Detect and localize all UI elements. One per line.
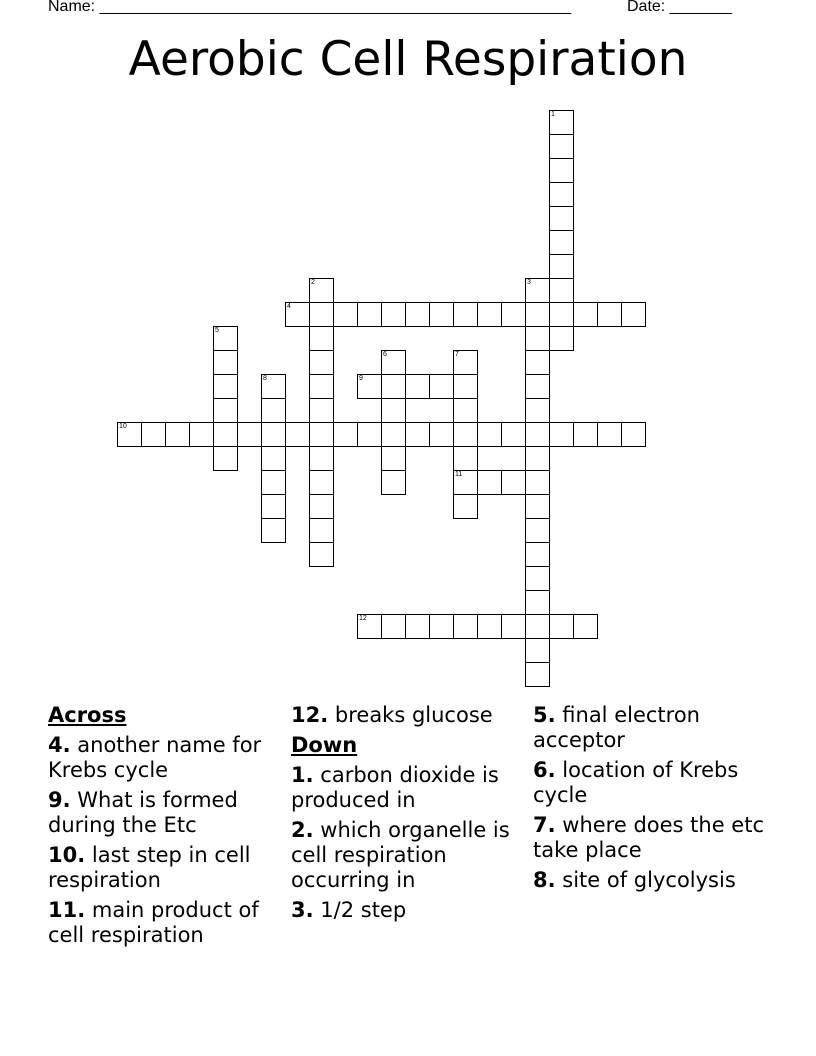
crossword-cell[interactable] [549, 422, 574, 447]
crossword-cell[interactable] [309, 422, 334, 447]
crossword-cell[interactable] [117, 422, 142, 447]
crossword-cell[interactable] [525, 638, 550, 663]
crossword-cell[interactable] [357, 374, 382, 399]
crossword-cell[interactable] [309, 374, 334, 399]
crossword-cell[interactable] [381, 422, 406, 447]
crossword-cell[interactable] [525, 398, 550, 423]
crossword-cell[interactable] [501, 614, 526, 639]
crossword-cell[interactable] [213, 446, 238, 471]
crossword-cell[interactable] [621, 302, 646, 327]
crossword-cell[interactable] [549, 134, 574, 159]
crossword-cell[interactable] [357, 422, 382, 447]
clue-number: 12. [291, 703, 329, 727]
crossword-cell[interactable] [525, 374, 550, 399]
date-field: Date: _______ [627, 0, 732, 15]
clue-column-2 [291, 703, 526, 928]
across-heading: Across [48, 703, 127, 727]
crossword-cell[interactable] [501, 470, 526, 495]
cell-number: 3 [527, 279, 531, 286]
crossword-cell[interactable] [597, 302, 622, 327]
clue-number: 9. [48, 788, 71, 812]
clue-number: 1. [291, 763, 314, 787]
crossword-cell[interactable] [405, 422, 430, 447]
crossword-cell[interactable] [261, 494, 286, 519]
cell-number: 7 [455, 351, 459, 358]
crossword-cell[interactable] [381, 614, 406, 639]
cell-number: 2 [311, 279, 315, 286]
crossword-cell[interactable] [429, 422, 454, 447]
clue-column-1 [48, 703, 283, 953]
cell-number: 12 [359, 615, 367, 622]
cell-number: 9 [359, 375, 363, 382]
crossword-cell[interactable] [309, 326, 334, 351]
cell-number: 5 [215, 327, 219, 334]
clue-down-3 [291, 898, 526, 923]
crossword-cell[interactable] [549, 278, 574, 303]
clue-text: site of glycolysis [562, 868, 736, 892]
crossword-cell[interactable] [261, 470, 286, 495]
crossword-cell[interactable] [381, 374, 406, 399]
clue-number: 11. [48, 898, 86, 922]
crossword-cell[interactable] [213, 350, 238, 375]
crossword-cell[interactable] [549, 254, 574, 279]
clue-number: 6. [533, 758, 556, 782]
crossword-cell[interactable] [549, 206, 574, 231]
clue-across-11 [48, 898, 283, 948]
clue-text: location of Krebs cycle [533, 758, 739, 807]
crossword-cell[interactable] [285, 422, 310, 447]
clue-down-5 [533, 703, 768, 753]
clue-text: main product of cell respiration [48, 898, 259, 947]
clue-number: 3. [291, 898, 314, 922]
crossword-cell[interactable] [309, 494, 334, 519]
crossword-cell[interactable] [213, 374, 238, 399]
crossword-cell[interactable] [309, 470, 334, 495]
crossword-cell[interactable] [549, 326, 574, 351]
crossword-cell[interactable] [309, 278, 334, 303]
cell-number: 1 [551, 111, 555, 118]
crossword-cell[interactable] [309, 398, 334, 423]
crossword-cell[interactable] [453, 422, 478, 447]
cell-number: 10 [119, 423, 127, 430]
crossword-cell[interactable] [213, 398, 238, 423]
crossword-cell[interactable] [405, 374, 430, 399]
crossword-cell[interactable] [525, 422, 550, 447]
crossword-cell[interactable] [405, 302, 430, 327]
clue-across-9 [48, 788, 283, 838]
clue-down-2 [291, 818, 526, 893]
crossword-cell[interactable] [213, 422, 238, 447]
crossword-cell[interactable] [189, 422, 214, 447]
crossword-cell[interactable] [525, 278, 550, 303]
crossword-cell[interactable] [525, 446, 550, 471]
cell-number: 4 [287, 303, 291, 310]
clue-number: 2. [291, 818, 314, 842]
clue-across-4 [48, 733, 283, 783]
clue-across-10 [48, 843, 283, 893]
crossword-cell[interactable] [309, 518, 334, 543]
crossword-cell[interactable] [165, 422, 190, 447]
clue-number: 5. [533, 703, 556, 727]
crossword-cell[interactable] [501, 422, 526, 447]
crossword-cell[interactable] [477, 302, 502, 327]
crossword-cell[interactable] [453, 614, 478, 639]
crossword-cell[interactable] [309, 542, 334, 567]
crossword-cell[interactable] [477, 422, 502, 447]
clue-column-3 [533, 703, 768, 898]
crossword-cell[interactable] [285, 302, 310, 327]
clue-text: breaks glucose [334, 703, 493, 727]
name-field: Name: _____________________________________________________ [48, 0, 572, 15]
clue-number: 7. [533, 813, 556, 837]
crossword-cell[interactable] [525, 326, 550, 351]
crossword-cell[interactable] [549, 110, 574, 135]
crossword-cell[interactable] [525, 494, 550, 519]
crossword-cell[interactable] [597, 422, 622, 447]
clue-down-1 [291, 763, 526, 813]
crossword-cell[interactable] [477, 470, 502, 495]
crossword-cell[interactable] [429, 614, 454, 639]
crossword-cell[interactable] [453, 302, 478, 327]
crossword-cell[interactable] [525, 350, 550, 375]
crossword-cell[interactable] [525, 590, 550, 615]
crossword-cell[interactable] [573, 422, 598, 447]
crossword-cell[interactable] [453, 398, 478, 423]
crossword-cell[interactable] [501, 302, 526, 327]
clue-text: 1/2 step [320, 898, 407, 922]
clue-down-7 [533, 813, 768, 863]
crossword-cell[interactable] [357, 614, 382, 639]
cell-number: 11 [455, 471, 463, 478]
crossword-cell[interactable] [381, 470, 406, 495]
crossword-cell[interactable] [549, 230, 574, 255]
crossword-cell[interactable] [333, 302, 358, 327]
crossword-cell[interactable] [381, 446, 406, 471]
cell-number: 8 [263, 375, 267, 382]
crossword-cell[interactable] [453, 494, 478, 519]
crossword-cell[interactable] [525, 302, 550, 327]
crossword-cell[interactable] [525, 614, 550, 639]
crossword-cell[interactable] [549, 158, 574, 183]
crossword-cell[interactable] [525, 470, 550, 495]
crossword-cell[interactable] [237, 422, 262, 447]
clue-text: carbon dioxide is produced in [291, 763, 499, 812]
clue-number: 10. [48, 843, 86, 867]
crossword-cell[interactable] [309, 446, 334, 471]
crossword-cell[interactable] [525, 542, 550, 567]
clue-text: final electron acceptor [533, 703, 700, 752]
crossword-cell[interactable] [381, 398, 406, 423]
page-title: Aerobic Cell Respiration [128, 32, 688, 87]
crossword-cell[interactable] [453, 374, 478, 399]
crossword-cell[interactable] [261, 374, 286, 399]
crossword-cell[interactable] [261, 518, 286, 543]
crossword-cell[interactable] [525, 518, 550, 543]
crossword-cell[interactable] [261, 398, 286, 423]
crossword-cell[interactable] [405, 614, 430, 639]
crossword-cell[interactable] [453, 446, 478, 471]
crossword-cell[interactable] [141, 422, 166, 447]
clue-number: 4. [48, 733, 71, 757]
clue-number: 8. [533, 868, 556, 892]
crossword-cell[interactable] [309, 302, 334, 327]
clue-text: where does the etc take place [533, 813, 765, 862]
crossword-cell[interactable] [549, 614, 574, 639]
crossword-cell[interactable] [381, 302, 406, 327]
crossword-cell[interactable] [621, 422, 646, 447]
crossword-cell[interactable] [309, 350, 334, 375]
crossword-cell[interactable] [549, 302, 574, 327]
clue-down-6 [533, 758, 768, 808]
crossword-cell[interactable] [525, 662, 550, 687]
crossword-cell[interactable] [261, 446, 286, 471]
crossword-cell[interactable] [573, 302, 598, 327]
crossword-cell[interactable] [333, 422, 358, 447]
clue-text: which organelle is cell respiration occurring in [291, 818, 510, 892]
crossword-cell[interactable] [213, 326, 238, 351]
crossword-cell[interactable] [477, 614, 502, 639]
crossword-cell[interactable] [549, 182, 574, 207]
crossword-cell[interactable] [429, 374, 454, 399]
clue-across-12 [291, 703, 526, 728]
crossword-cell[interactable] [357, 302, 382, 327]
cell-number: 6 [383, 351, 387, 358]
crossword-cell[interactable] [381, 350, 406, 375]
down-heading: Down [291, 733, 358, 757]
crossword-cell[interactable] [525, 566, 550, 591]
crossword-cell[interactable] [453, 350, 478, 375]
crossword-cell[interactable] [261, 422, 286, 447]
clue-down-8 [533, 868, 768, 893]
clue-text: What is formed during the Etc [48, 788, 238, 837]
crossword-cell[interactable] [453, 470, 478, 495]
crossword-cell[interactable] [429, 302, 454, 327]
clue-text: last step in cell respiration [48, 843, 251, 892]
clue-text: another name for Krebs cycle [48, 733, 262, 782]
crossword-cell[interactable] [573, 614, 598, 639]
